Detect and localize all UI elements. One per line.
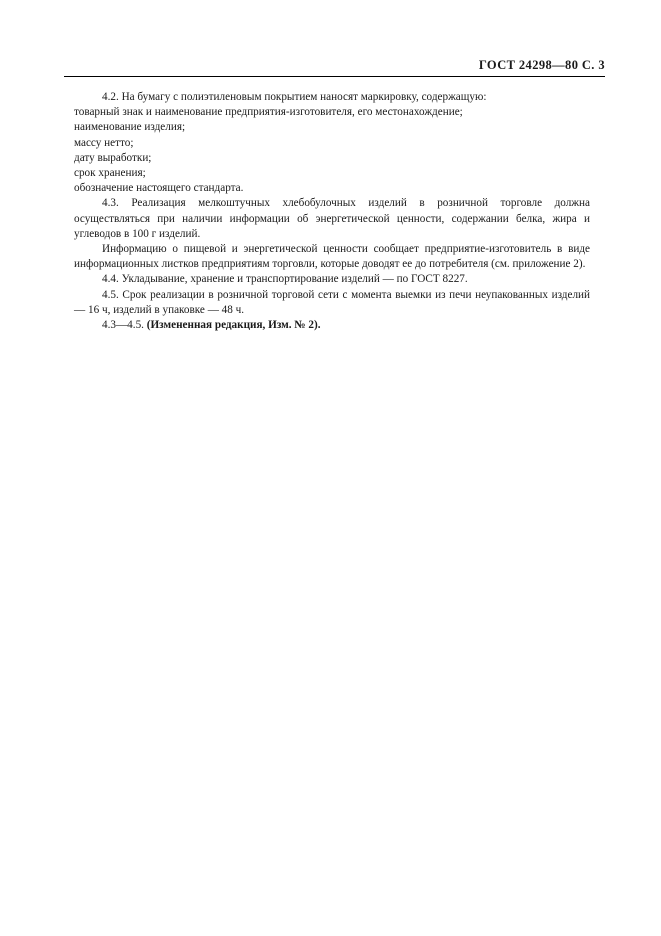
clause-4-3: 4.3. Реализация мелкоштучных хлебобулочных изделий в розничной торговле должна осуществляться при наличии информации об энергетической ценности, содержании белка, жира и углеводов в 100 г изделий. (74, 197, 590, 240)
list-item-net-mass: массу нетто; (74, 136, 134, 149)
amendment-note (74, 318, 590, 333)
clause-4-2: 4.2. На бумагу с полиэтиленовым покрытием наносят маркировку, содержащую: (102, 91, 487, 103)
clause-4-4: 4.4. Укладывание, хранение и транспортирование изделий — по ГОСТ 8227. (102, 273, 468, 286)
amendment-note-prefix: 4.3—4.5. (102, 319, 147, 332)
list-item-product-name: наименование изделия; (74, 121, 186, 134)
list-item-shelf-life: срок хранения; (74, 167, 146, 180)
clause-4-3-note: Информацию о пищевой и энергетической ценности сообщает предприятие-изготовитель в виде информационных листков предприятиям торговли, которые доводят ее до потребителя (см. приложение 2). (74, 243, 590, 271)
header-divider-rule (64, 76, 605, 77)
amendment-note-bold: (Измененная редакция, Изм. № 2). (146, 319, 321, 332)
list-item-production-date: дату выработки; (74, 151, 152, 164)
list-item-trademark: товарный знак и наименование предприятия-изготовителя, его местонахождение; (74, 106, 463, 119)
clause-4-5: 4.5. Срок реализации в розничной торговой сети с момента выемки из печи неупакованных изделий — 16 ч, изделий в упаковке — 48 ч. (74, 288, 590, 316)
page-header: ГОСТ 24298—80 С. 3 (478, 58, 605, 72)
document-body (74, 90, 590, 333)
list-item-standard-designation: обозначение настоящего стандарта. (74, 182, 244, 195)
